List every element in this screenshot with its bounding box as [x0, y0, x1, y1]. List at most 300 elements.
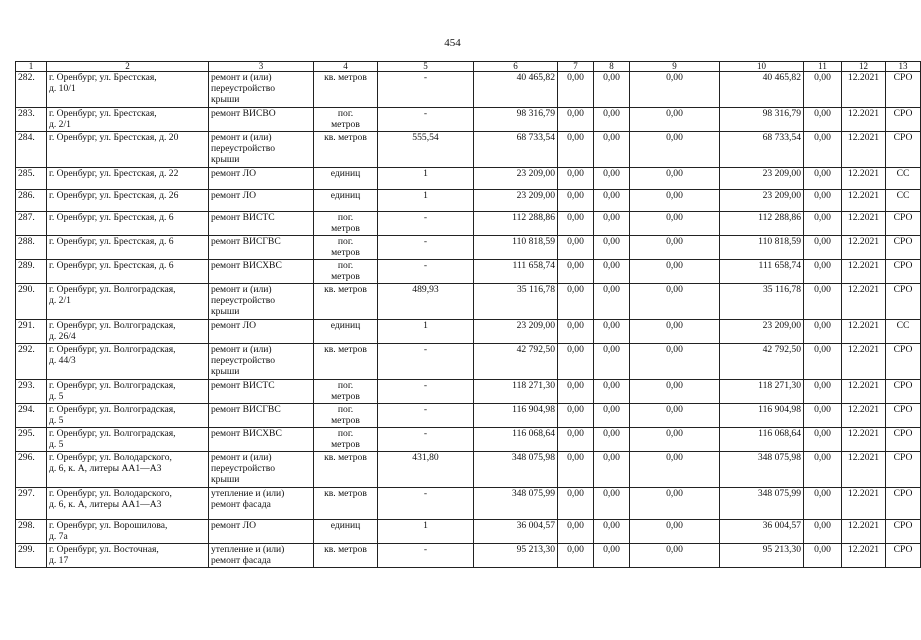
work-type-cell	[209, 284, 314, 320]
fund-cell: 0,00	[594, 380, 630, 404]
unit-cell	[314, 236, 378, 260]
total-cost-cell: 23 209,00	[474, 320, 558, 344]
fund-cell: 0,00	[594, 132, 630, 168]
address-cell-line: д. 5	[49, 439, 64, 450]
total-cost-cell: 112 288,86	[474, 212, 558, 236]
address-cell-line: д. 6, к. А, литеры АА1—А3	[49, 463, 162, 474]
work-type-cell	[209, 452, 314, 488]
fund-cell: 0,00	[594, 428, 630, 452]
completion-date-cell: 12.2021	[842, 488, 886, 520]
fund-cell: 0,00	[630, 380, 720, 404]
address-cell-line: г. Оренбург, ул. Брестская, д. 6	[49, 212, 174, 223]
column-number: 4	[314, 62, 378, 72]
total-cost-cell: 23 209,00	[474, 168, 558, 190]
address-cell-line: г. Оренбург, ул. Брестская, д. 26	[49, 190, 179, 201]
unit-cell-line: единиц	[330, 320, 361, 331]
fund-cell: 0,00	[804, 520, 842, 544]
unit-cell-line: единиц	[330, 168, 361, 179]
fund-cell: 0,00	[630, 520, 720, 544]
unit-cell-line: метров	[331, 415, 360, 426]
fund-cell: 0,00	[594, 544, 630, 568]
fund-method-cell: СРО	[886, 520, 921, 544]
fund-cell: 0,00	[558, 108, 594, 132]
fund-cell: 0,00	[630, 404, 720, 428]
owners-funds-cell: 23 209,00	[720, 168, 804, 190]
unit-cell	[314, 344, 378, 380]
fund-cell: 0,00	[558, 544, 594, 568]
work-type-cell	[209, 488, 314, 520]
total-cost-cell: 95 213,30	[474, 544, 558, 568]
row-number: 291.	[16, 320, 47, 344]
table-row	[16, 380, 921, 404]
work-type-cell-line: переустройство	[211, 295, 276, 306]
fund-cell: 0,00	[558, 404, 594, 428]
completion-date-cell: 12.2021	[842, 236, 886, 260]
address-cell	[47, 404, 209, 428]
address-cell-line: д. 17	[49, 555, 69, 566]
address-cell-line: г. Оренбург, ул. Восточная,	[49, 544, 159, 555]
table-row	[16, 212, 921, 236]
owners-funds-cell: 36 004,57	[720, 520, 804, 544]
fund-cell: 0,00	[630, 236, 720, 260]
unit-cell-line: кв. метров	[324, 344, 367, 355]
row-number: 294.	[16, 404, 47, 428]
address-cell-line: д. 2/1	[49, 119, 71, 130]
completion-date-cell: 12.2021	[842, 520, 886, 544]
address-cell	[47, 284, 209, 320]
fund-cell: 0,00	[630, 212, 720, 236]
address-cell	[47, 260, 209, 284]
address-cell	[47, 544, 209, 568]
fund-method-cell: СС	[886, 190, 921, 212]
fund-cell: 0,00	[804, 284, 842, 320]
address-cell-line: д. 2/1	[49, 295, 71, 306]
owners-funds-cell: 98 316,79	[720, 108, 804, 132]
completion-date-cell: 12.2021	[842, 212, 886, 236]
completion-date-cell: 12.2021	[842, 132, 886, 168]
fund-method-cell: СРО	[886, 428, 921, 452]
completion-date-cell: 12.2021	[842, 544, 886, 568]
fund-cell: 0,00	[630, 132, 720, 168]
completion-date-cell: 12.2021	[842, 428, 886, 452]
row-number: 283.	[16, 108, 47, 132]
unit-cell-line: пог.	[337, 260, 354, 271]
owners-funds-cell: 68 733,54	[720, 132, 804, 168]
fund-cell: 0,00	[558, 132, 594, 168]
unit-cell	[314, 428, 378, 452]
total-cost-cell: 110 818,59	[474, 236, 558, 260]
completion-date-cell: 12.2021	[842, 452, 886, 488]
fund-cell: 0,00	[558, 168, 594, 190]
fund-cell: 0,00	[804, 344, 842, 380]
owners-funds-cell: 116 068,64	[720, 428, 804, 452]
total-cost-cell: 348 075,99	[474, 488, 558, 520]
table-row	[16, 236, 921, 260]
address-cell-line: г. Оренбург, ул. Волгоградская,	[49, 284, 176, 295]
fund-method-cell: СРО	[886, 488, 921, 520]
fund-cell: 0,00	[630, 284, 720, 320]
address-cell	[47, 190, 209, 212]
work-type-cell-line: утепление и (или)	[211, 544, 285, 555]
quantity-cell: 1	[378, 520, 474, 544]
work-type-cell-line: ремонт ЛО	[211, 168, 257, 179]
fund-method-cell: СРО	[886, 344, 921, 380]
address-cell-line: г. Оренбург, ул. Володарского,	[49, 488, 172, 499]
quantity-cell: 1	[378, 190, 474, 212]
work-type-cell-line: крыши	[211, 306, 240, 317]
address-cell-line: г. Оренбург, ул. Брестская, д. 6	[49, 260, 174, 271]
unit-cell-line: метров	[331, 247, 360, 258]
fund-cell: 0,00	[594, 168, 630, 190]
fund-cell: 0,00	[558, 488, 594, 520]
address-cell-line: д. 26/4	[49, 331, 76, 342]
work-type-cell-line: утепление и (или)	[211, 488, 285, 499]
address-cell-line: г. Оренбург, ул. Волгоградская,	[49, 404, 176, 415]
completion-date-cell: 12.2021	[842, 168, 886, 190]
fund-cell: 0,00	[594, 488, 630, 520]
address-cell-line: г. Оренбург, ул. Брестская, д. 22	[49, 168, 179, 179]
unit-cell-line: кв. метров	[324, 488, 367, 499]
address-cell	[47, 488, 209, 520]
address-cell	[47, 132, 209, 168]
address-cell-line: г. Оренбург, ул. Брестская,	[49, 72, 157, 83]
work-type-cell-line: ремонт ЛО	[211, 320, 257, 331]
fund-cell: 0,00	[594, 72, 630, 108]
table-row	[16, 344, 921, 380]
work-type-cell-line: ремонт ВИСГВС	[211, 236, 281, 247]
fund-cell: 0,00	[630, 108, 720, 132]
owners-funds-cell: 23 209,00	[720, 190, 804, 212]
fund-method-cell: СРО	[886, 72, 921, 108]
address-cell	[47, 108, 209, 132]
work-type-cell	[209, 72, 314, 108]
unit-cell-line: пог.	[337, 380, 354, 391]
work-type-cell	[209, 380, 314, 404]
total-cost-cell: 111 658,74	[474, 260, 558, 284]
table-row	[16, 72, 921, 108]
owners-funds-cell: 348 075,98	[720, 452, 804, 488]
fund-cell: 0,00	[558, 452, 594, 488]
row-number: 282.	[16, 72, 47, 108]
quantity-cell: -	[378, 344, 474, 380]
unit-cell	[314, 284, 378, 320]
work-type-cell-line: ремонт ЛО	[211, 520, 257, 531]
row-number: 297.	[16, 488, 47, 520]
address-cell-line: д. 7а	[49, 531, 68, 542]
fund-method-cell: СРО	[886, 380, 921, 404]
work-type-cell	[209, 404, 314, 428]
unit-cell-line: пог.	[337, 428, 354, 439]
fund-cell: 0,00	[558, 344, 594, 380]
address-cell	[47, 380, 209, 404]
repair-register-table	[15, 61, 921, 568]
fund-cell: 0,00	[558, 212, 594, 236]
fund-cell: 0,00	[630, 168, 720, 190]
address-cell-line: г. Оренбург, ул. Брестская, д. 6	[49, 236, 174, 247]
fund-cell: 0,00	[804, 132, 842, 168]
address-cell	[47, 72, 209, 108]
completion-date-cell: 12.2021	[842, 72, 886, 108]
quantity-cell: -	[378, 380, 474, 404]
fund-cell: 0,00	[804, 168, 842, 190]
completion-date-cell: 12.2021	[842, 320, 886, 344]
unit-cell-line: метров	[331, 119, 360, 130]
address-cell	[47, 452, 209, 488]
table-row	[16, 190, 921, 212]
work-type-cell-line: ремонт ЛО	[211, 190, 257, 201]
unit-cell-line: пог.	[337, 236, 354, 247]
unit-cell	[314, 452, 378, 488]
unit-cell	[314, 544, 378, 568]
total-cost-cell: 40 465,82	[474, 72, 558, 108]
work-type-cell	[209, 168, 314, 190]
fund-cell: 0,00	[630, 544, 720, 568]
fund-cell: 0,00	[594, 108, 630, 132]
column-number: 5	[378, 62, 474, 72]
total-cost-cell: 23 209,00	[474, 190, 558, 212]
row-number: 288.	[16, 236, 47, 260]
address-cell-line: г. Оренбург, ул. Ворошилова,	[49, 520, 168, 531]
owners-funds-cell: 35 116,78	[720, 284, 804, 320]
column-number: 9	[630, 62, 720, 72]
total-cost-cell: 68 733,54	[474, 132, 558, 168]
quantity-cell: -	[378, 428, 474, 452]
quantity-cell: -	[378, 108, 474, 132]
fund-cell: 0,00	[630, 190, 720, 212]
table-row	[16, 132, 921, 168]
row-number: 298.	[16, 520, 47, 544]
total-cost-cell: 118 271,30	[474, 380, 558, 404]
owners-funds-cell: 23 209,00	[720, 320, 804, 344]
fund-method-cell: СС	[886, 168, 921, 190]
fund-method-cell: СРО	[886, 544, 921, 568]
row-number: 296.	[16, 452, 47, 488]
row-number: 286.	[16, 190, 47, 212]
address-cell-line: д. 5	[49, 391, 64, 402]
row-number: 287.	[16, 212, 47, 236]
row-number: 295.	[16, 428, 47, 452]
work-type-cell	[209, 344, 314, 380]
fund-method-cell: СРО	[886, 132, 921, 168]
fund-cell: 0,00	[558, 72, 594, 108]
fund-cell: 0,00	[558, 428, 594, 452]
unit-cell-line: пог.	[337, 212, 354, 223]
table-row	[16, 284, 921, 320]
fund-method-cell: СРО	[886, 284, 921, 320]
fund-cell: 0,00	[804, 544, 842, 568]
address-cell-line: г. Оренбург, ул. Волгоградская,	[49, 380, 176, 391]
column-number: 12	[842, 62, 886, 72]
column-number: 7	[558, 62, 594, 72]
work-type-cell	[209, 428, 314, 452]
work-type-cell-line: ремонт ВИСТС	[211, 212, 275, 223]
work-type-cell	[209, 544, 314, 568]
work-type-cell-line: ремонт фасада	[211, 555, 271, 566]
address-cell	[47, 344, 209, 380]
fund-cell: 0,00	[804, 380, 842, 404]
fund-cell: 0,00	[630, 320, 720, 344]
fund-cell: 0,00	[594, 284, 630, 320]
fund-cell: 0,00	[630, 428, 720, 452]
column-number: 8	[594, 62, 630, 72]
quantity-cell: -	[378, 544, 474, 568]
owners-funds-cell: 118 271,30	[720, 380, 804, 404]
page-number: 454	[444, 37, 461, 49]
work-type-cell-line: крыши	[211, 474, 240, 485]
work-type-cell-line: ремонт и (или)	[211, 452, 272, 463]
fund-cell: 0,00	[594, 452, 630, 488]
quantity-cell: 555,54	[378, 132, 474, 168]
work-type-cell-line: ремонт и (или)	[211, 344, 272, 355]
unit-cell-line: кв. метров	[324, 132, 367, 143]
fund-cell: 0,00	[594, 260, 630, 284]
owners-funds-cell: 116 904,98	[720, 404, 804, 428]
completion-date-cell: 12.2021	[842, 190, 886, 212]
work-type-cell-line: ремонт ВИСХВС	[211, 428, 282, 439]
address-cell-line: г. Оренбург, ул. Волгоградская,	[49, 344, 176, 355]
work-type-cell-line: ремонт и (или)	[211, 284, 272, 295]
unit-cell-line: единиц	[330, 190, 361, 201]
fund-method-cell: СРО	[886, 108, 921, 132]
fund-method-cell: СРО	[886, 260, 921, 284]
unit-cell	[314, 132, 378, 168]
completion-date-cell: 12.2021	[842, 344, 886, 380]
unit-cell	[314, 108, 378, 132]
work-type-cell-line: переустройство	[211, 463, 276, 474]
table-row	[16, 488, 921, 520]
unit-cell	[314, 404, 378, 428]
unit-cell	[314, 520, 378, 544]
address-cell	[47, 520, 209, 544]
fund-cell: 0,00	[558, 190, 594, 212]
work-type-cell-line: ремонт фасада	[211, 499, 271, 510]
unit-cell-line: кв. метров	[324, 72, 367, 83]
address-cell-line: г. Оренбург, ул. Волгоградская,	[49, 428, 176, 439]
row-number: 284.	[16, 132, 47, 168]
unit-cell-line: метров	[331, 391, 360, 402]
address-cell-line: г. Оренбург, ул. Брестская, д. 20	[49, 132, 179, 143]
address-cell	[47, 428, 209, 452]
work-type-cell-line: ремонт ВИСВО	[211, 108, 276, 119]
fund-cell: 0,00	[558, 236, 594, 260]
work-type-cell	[209, 108, 314, 132]
fund-cell: 0,00	[804, 72, 842, 108]
fund-cell: 0,00	[630, 344, 720, 380]
work-type-cell-line: крыши	[211, 94, 240, 105]
fund-cell: 0,00	[804, 190, 842, 212]
unit-cell-line: единиц	[330, 520, 361, 531]
row-number: 289.	[16, 260, 47, 284]
address-cell	[47, 212, 209, 236]
fund-cell: 0,00	[630, 72, 720, 108]
fund-method-cell: СС	[886, 320, 921, 344]
unit-cell-line: кв. метров	[324, 284, 367, 295]
fund-cell: 0,00	[630, 452, 720, 488]
fund-cell: 0,00	[804, 452, 842, 488]
fund-method-cell: СРО	[886, 404, 921, 428]
address-cell-line: г. Оренбург, ул. Волгоградская,	[49, 320, 176, 331]
fund-cell: 0,00	[630, 488, 720, 520]
work-type-cell	[209, 236, 314, 260]
fund-cell: 0,00	[594, 320, 630, 344]
unit-cell-line: метров	[331, 223, 360, 234]
owners-funds-cell: 348 075,99	[720, 488, 804, 520]
address-cell-line: д. 6, к. А, литеры АА1—А3	[49, 499, 162, 510]
owners-funds-cell: 110 818,59	[720, 236, 804, 260]
completion-date-cell: 12.2021	[842, 380, 886, 404]
work-type-cell	[209, 212, 314, 236]
column-number-row	[16, 62, 921, 72]
fund-method-cell: СРО	[886, 452, 921, 488]
work-type-cell-line: переустройство	[211, 143, 276, 154]
table-row	[16, 428, 921, 452]
fund-cell: 0,00	[630, 260, 720, 284]
fund-cell: 0,00	[804, 404, 842, 428]
owners-funds-cell: 111 658,74	[720, 260, 804, 284]
quantity-cell: -	[378, 72, 474, 108]
row-number: 293.	[16, 380, 47, 404]
work-type-cell	[209, 320, 314, 344]
fund-cell: 0,00	[804, 488, 842, 520]
unit-cell	[314, 212, 378, 236]
fund-cell: 0,00	[804, 236, 842, 260]
unit-cell	[314, 72, 378, 108]
table-row	[16, 544, 921, 568]
unit-cell-line: метров	[331, 439, 360, 450]
address-cell-line: д. 5	[49, 415, 64, 426]
quantity-cell: -	[378, 404, 474, 428]
table-row	[16, 168, 921, 190]
unit-cell-line: пог.	[337, 108, 354, 119]
fund-cell: 0,00	[558, 284, 594, 320]
fund-cell: 0,00	[558, 260, 594, 284]
row-number: 292.	[16, 344, 47, 380]
fund-cell: 0,00	[558, 380, 594, 404]
table-row	[16, 520, 921, 544]
fund-cell: 0,00	[558, 520, 594, 544]
quantity-cell: -	[378, 212, 474, 236]
column-number: 13	[886, 62, 921, 72]
address-cell	[47, 168, 209, 190]
column-number: 1	[16, 62, 47, 72]
address-cell-line: д. 44/3	[49, 355, 76, 366]
unit-cell-line: кв. метров	[324, 452, 367, 463]
column-number: 11	[804, 62, 842, 72]
fund-method-cell: СРО	[886, 212, 921, 236]
fund-cell: 0,00	[594, 520, 630, 544]
total-cost-cell: 116 904,98	[474, 404, 558, 428]
fund-cell: 0,00	[804, 320, 842, 344]
work-type-cell	[209, 132, 314, 168]
fund-cell: 0,00	[558, 320, 594, 344]
column-number: 6	[474, 62, 558, 72]
fund-cell: 0,00	[804, 108, 842, 132]
table-row	[16, 452, 921, 488]
row-number: 299.	[16, 544, 47, 568]
owners-funds-cell: 42 792,50	[720, 344, 804, 380]
unit-cell	[314, 488, 378, 520]
completion-date-cell: 12.2021	[842, 284, 886, 320]
column-number: 10	[720, 62, 804, 72]
total-cost-cell: 42 792,50	[474, 344, 558, 380]
unit-cell	[314, 190, 378, 212]
table-row	[16, 320, 921, 344]
total-cost-cell: 116 068,64	[474, 428, 558, 452]
quantity-cell: 431,80	[378, 452, 474, 488]
fund-cell: 0,00	[804, 428, 842, 452]
row-number: 290.	[16, 284, 47, 320]
quantity-cell: -	[378, 488, 474, 520]
